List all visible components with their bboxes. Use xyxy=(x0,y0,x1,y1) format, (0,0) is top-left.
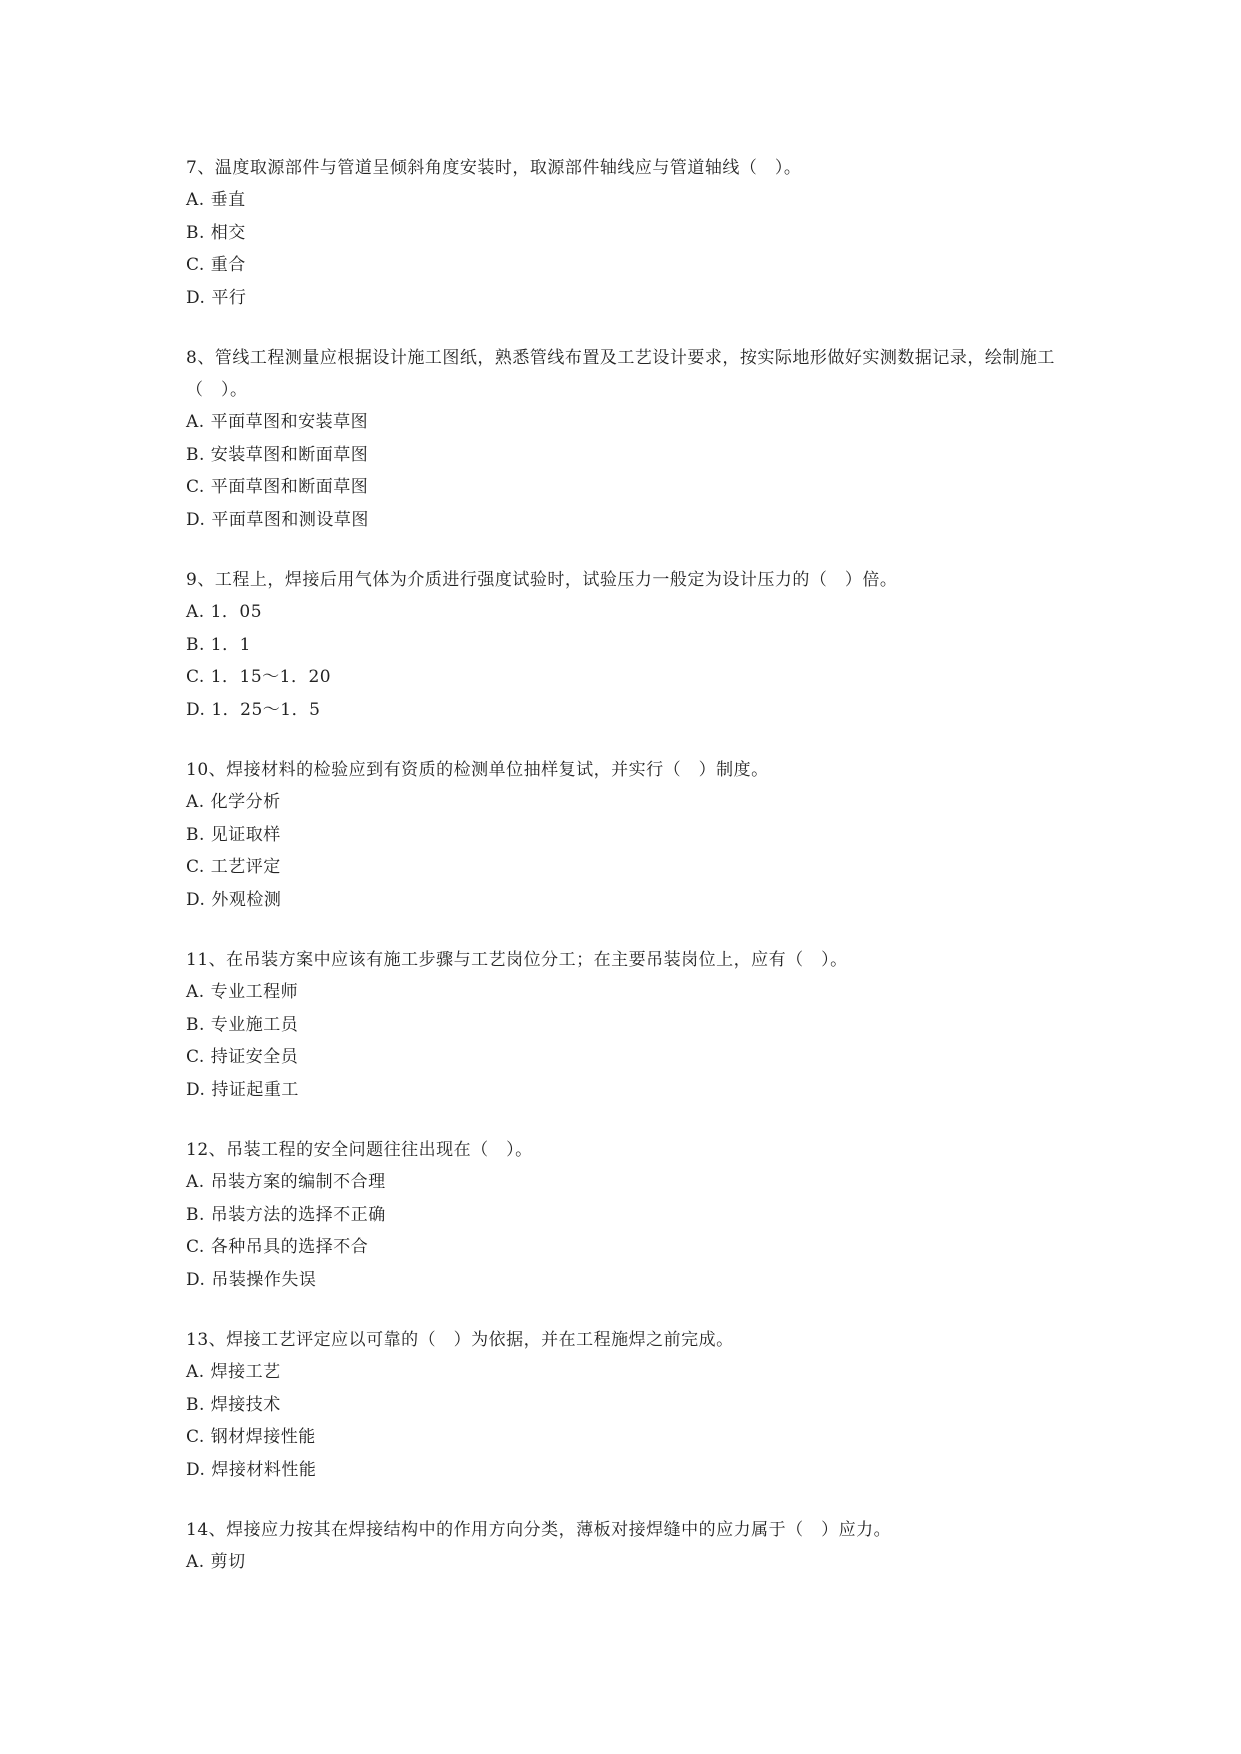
question-stem: 13、焊接工艺评定应以可靠的（ ）为依据，并在工程施焊之前完成。 xyxy=(186,1330,734,1350)
question-7 xyxy=(186,152,1066,314)
question-stem: 12、吊装工程的安全问题往往出现在（ ）。 xyxy=(186,1140,533,1160)
question-stem: 11、在吊装方案中应该有施工步骤与工艺岗位分工；在主要吊装岗位上，应有（ ）。 xyxy=(186,950,848,970)
option-d: D. 平面草图和测设草图 xyxy=(186,509,369,530)
option-b: B. 专业施工员 xyxy=(186,1014,299,1035)
option-a: A. 垂直 xyxy=(186,190,246,210)
question-8 xyxy=(186,342,1066,536)
option-b: B. 吊装方法的选择不正确 xyxy=(186,1204,386,1225)
option-a: A. 专业工程师 xyxy=(186,982,299,1002)
question-12 xyxy=(186,1134,1066,1296)
question-14 xyxy=(186,1514,1066,1579)
question-stem: 8、管线工程测量应根据设计施工图纸，熟悉管线布置及工艺设计要求，按实际地形做好实测数据记录，绘制施工（ ）。 xyxy=(186,348,1055,400)
question-stem: 10、焊接材料的检验应到有资质的检测单位抽样复试，并实行（ ）制度。 xyxy=(186,760,769,780)
option-a: A. 吊装方案的编制不合理 xyxy=(186,1172,386,1192)
question-10 xyxy=(186,754,1066,916)
option-d: D. 1．25～1．5 xyxy=(186,699,321,720)
option-b: B. 安装草图和断面草图 xyxy=(186,444,369,465)
option-d: D. 吊装操作失误 xyxy=(186,1269,317,1290)
option-a: A. 平面草图和安装草图 xyxy=(186,412,369,432)
option-a: A. 剪切 xyxy=(186,1552,246,1572)
question-list xyxy=(186,152,1066,1607)
option-c: C. 1．15～1．20 xyxy=(186,667,332,687)
option-c: C. 重合 xyxy=(186,255,246,275)
option-c: C. 各种吊具的选择不合 xyxy=(186,1237,369,1257)
question-stem: 7、温度取源部件与管道呈倾斜角度安装时，取源部件轴线应与管道轴线（ ）。 xyxy=(186,158,802,178)
question-9 xyxy=(186,564,1066,726)
option-d: D. 持证起重工 xyxy=(186,1079,299,1100)
option-c: C. 平面草图和断面草图 xyxy=(186,477,369,497)
option-a: A. 1．05 xyxy=(186,602,263,622)
question-11 xyxy=(186,944,1066,1106)
question-stem: 9、工程上，焊接后用气体为介质进行强度试验时，试验压力一般定为设计压力的（ ）倍。 xyxy=(186,570,898,590)
option-c: C. 钢材焊接性能 xyxy=(186,1427,316,1447)
option-d: D. 平行 xyxy=(186,287,247,308)
option-a: A. 焊接工艺 xyxy=(186,1362,281,1382)
option-b: B. 见证取样 xyxy=(186,824,281,845)
option-c: C. 工艺评定 xyxy=(186,857,281,877)
option-c: C. 持证安全员 xyxy=(186,1047,299,1067)
option-b: B. 1．1 xyxy=(186,634,251,655)
option-d: D. 焊接材料性能 xyxy=(186,1459,317,1480)
option-b: B. 相交 xyxy=(186,222,246,243)
option-d: D. 外观检测 xyxy=(186,889,282,910)
question-13 xyxy=(186,1324,1066,1486)
option-a: A. 化学分析 xyxy=(186,792,281,812)
question-stem: 14、焊接应力按其在焊接结构中的作用方向分类，薄板对接焊缝中的应力属于（ ）应力。 xyxy=(186,1520,892,1540)
option-b: B. 焊接技术 xyxy=(186,1394,281,1415)
